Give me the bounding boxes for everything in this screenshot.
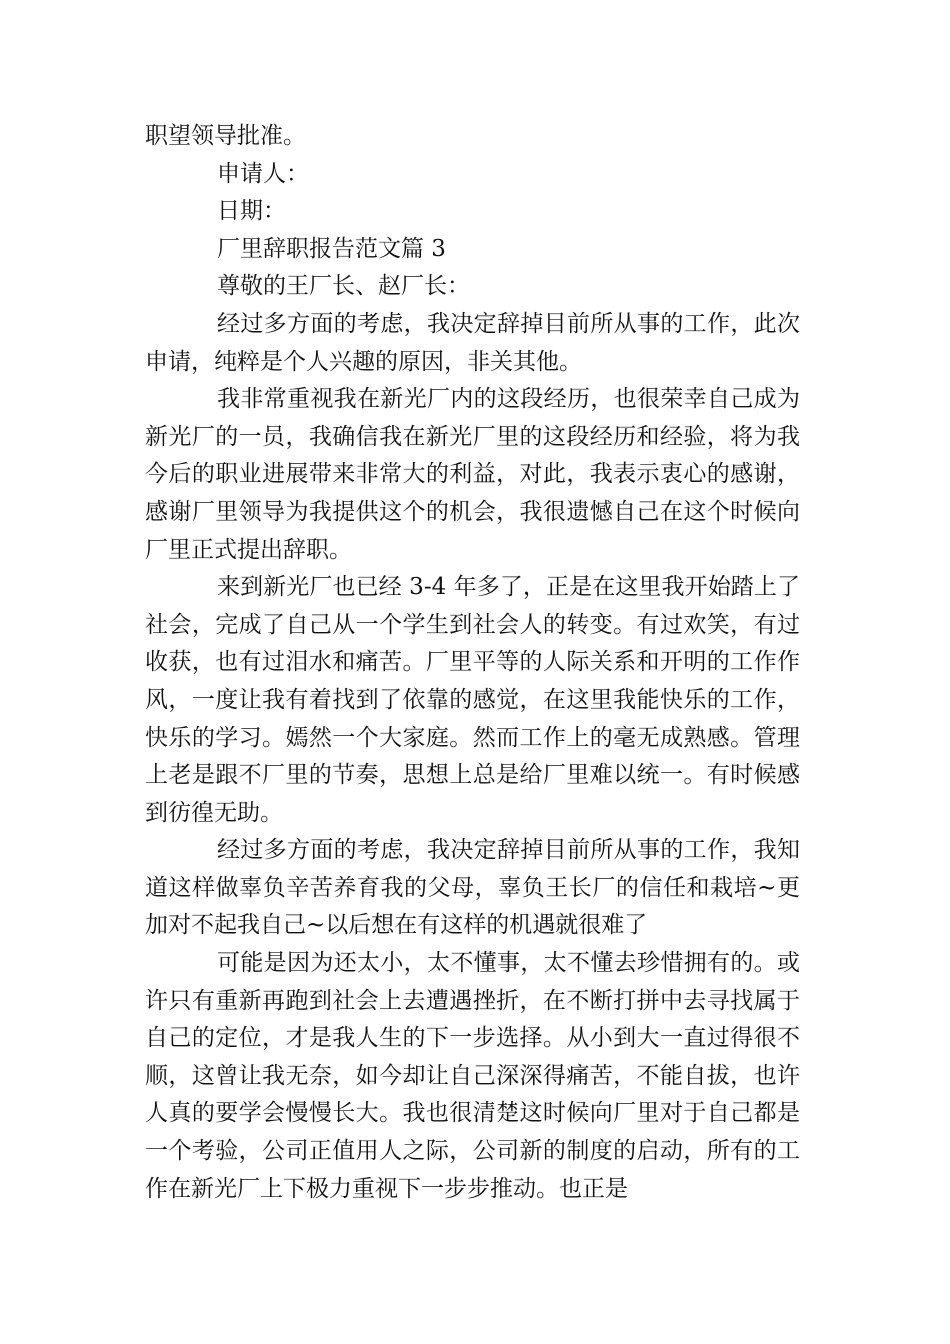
paragraph: 可能是因为还太小，太不懂事，太不懂去珍惜拥有的。或许只有重新再跑到社会上去遭遇挫折，在不断打拼中去寻找属于自己的定位，才是我人生的下一步选择。从小到大一直过得很不顺，这曾让我无奈，如今却让自己深深得痛苦，不能自拔，也许人真的要学会慢慢长大。我也很清楚这时候向厂里对于自己都是一个考验，公司正值用人之际，公司新的制度的启动，所有的工作在新光厂上下极力重视下一步步推动。也正是 <box>145 950 800 1202</box>
salutation: 尊敬的王厂长、赵厂长： <box>217 273 470 300</box>
document-body <box>145 118 800 1208</box>
paragraph: 经过多方面的考虑，我决定辞掉目前所从事的工作，此次申请，纯粹是个人兴趣的原因，非关其他。 <box>145 310 800 375</box>
paragraph: 经过多方面的考虑，我决定辞掉目前所从事的工作，我知道这样做辜负辛苦养育我的父母，辜负王长厂的信任和栽培~更加对不起我自己~以后想在有这样的机遇就很难了 <box>145 837 800 939</box>
applicant-label: 申请人： <box>217 160 309 187</box>
paragraph: 来到新光厂也已经 3-4 年多了，正是在这里我开始踏上了社会，完成了自己从一个学生到社会人的转变。有过欢笑，有过收获，也有过泪水和痛苦。厂里平等的人际关系和开明的工作作风，一度让我有着找到了依靠的感觉，在这里我能快乐的工作，快乐的学习。嫣然一个大家庭。然而工作上的毫无成熟感。管理上老是跟不厂里的节奏，思想上总是给厂里难以统一。有时候感到彷徨无助。 <box>145 574 800 826</box>
text-line-approval: 职望领导批准。 <box>145 123 306 149</box>
date-label: 日期： <box>217 198 286 225</box>
section-title: 厂里辞职报告范文篇 3 <box>217 235 446 262</box>
paragraph: 我非常重视我在新光厂内的这段经历，也很荣幸自己成为新光厂的一员，我确信我在新光厂里的这段经历和经验，将为我今后的职业进展带来非常大的利益，对此，我表示衷心的感谢，感谢厂里领导为我提供这个的机会，我很遗憾自己在这个时候向厂里正式提出辞职。 <box>145 386 800 563</box>
